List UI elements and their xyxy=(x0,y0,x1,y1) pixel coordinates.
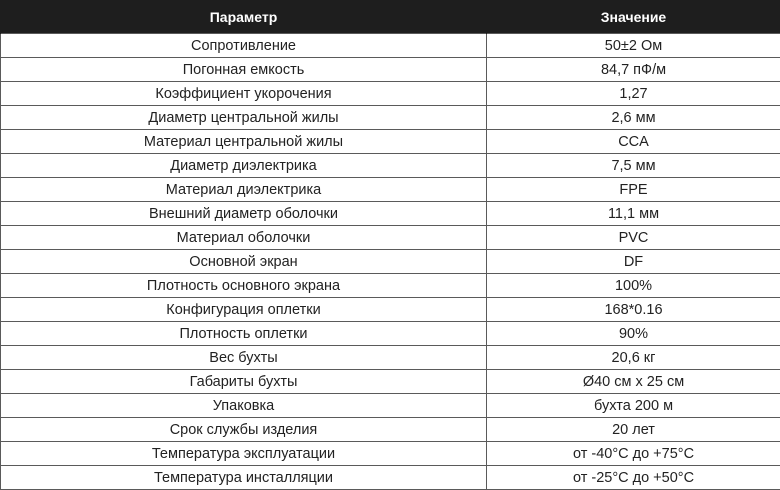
table-row xyxy=(1,202,780,226)
param-cell: Погонная емкость xyxy=(1,58,487,82)
param-cell: Плотность основного экрана xyxy=(1,274,487,298)
param-cell: Материал оболочки xyxy=(1,226,487,250)
value-cell: PVC xyxy=(487,226,780,250)
value-cell: бухта 200 м xyxy=(487,394,780,418)
value-cell: CCA xyxy=(487,130,780,154)
value-cell: от -40°С до +75°С xyxy=(487,442,780,466)
value-cell: от -25°С до +50°С xyxy=(487,466,780,490)
param-cell: Диаметр диэлектрика xyxy=(1,154,487,178)
value-cell: Ø40 см х 25 см xyxy=(487,370,780,394)
table-row xyxy=(1,346,780,370)
table-row xyxy=(1,82,780,106)
table-body xyxy=(1,34,780,490)
param-cell: Температура эксплуатации xyxy=(1,442,487,466)
table-row xyxy=(1,226,780,250)
table-row xyxy=(1,322,780,346)
table-row xyxy=(1,250,780,274)
value-cell: 11,1 мм xyxy=(487,202,780,226)
table-row xyxy=(1,370,780,394)
value-cell: 20 лет xyxy=(487,418,780,442)
value-cell: FPE xyxy=(487,178,780,202)
param-cell: Срок службы изделия xyxy=(1,418,487,442)
table-row xyxy=(1,34,780,58)
table-row xyxy=(1,178,780,202)
table-row xyxy=(1,274,780,298)
param-cell: Конфигурация оплетки xyxy=(1,298,487,322)
table-header-row xyxy=(1,0,780,34)
value-cell: 50±2 Ом xyxy=(487,34,780,58)
table-row xyxy=(1,298,780,322)
value-cell: 7,5 мм xyxy=(487,154,780,178)
table-row xyxy=(1,394,780,418)
param-cell: Температура инсталляции xyxy=(1,466,487,490)
param-cell: Плотность оплетки xyxy=(1,322,487,346)
table-row xyxy=(1,58,780,82)
param-cell: Внешний диаметр оболочки xyxy=(1,202,487,226)
param-cell: Габариты бухты xyxy=(1,370,487,394)
value-cell: DF xyxy=(487,250,780,274)
param-cell: Диаметр центральной жилы xyxy=(1,106,487,130)
param-cell: Упаковка xyxy=(1,394,487,418)
param-cell: Коэффициент укорочения xyxy=(1,82,487,106)
value-cell: 20,6 кг xyxy=(487,346,780,370)
value-cell: 2,6 мм xyxy=(487,106,780,130)
value-cell: 100% xyxy=(487,274,780,298)
value-cell: 168*0.16 xyxy=(487,298,780,322)
header-parameter: Параметр xyxy=(1,0,487,34)
header-value: Значение xyxy=(487,0,780,34)
value-cell: 1,27 xyxy=(487,82,780,106)
param-cell: Вес бухты xyxy=(1,346,487,370)
value-cell: 90% xyxy=(487,322,780,346)
param-cell: Сопротивление xyxy=(1,34,487,58)
param-cell: Основной экран xyxy=(1,250,487,274)
param-cell: Материал центральной жилы xyxy=(1,130,487,154)
table-row xyxy=(1,466,780,490)
param-cell: Материал диэлектрика xyxy=(1,178,487,202)
table-row xyxy=(1,154,780,178)
table-row xyxy=(1,442,780,466)
table-row xyxy=(1,106,780,130)
table-row xyxy=(1,418,780,442)
value-cell: 84,7 пФ/м xyxy=(487,58,780,82)
table-row xyxy=(1,130,780,154)
